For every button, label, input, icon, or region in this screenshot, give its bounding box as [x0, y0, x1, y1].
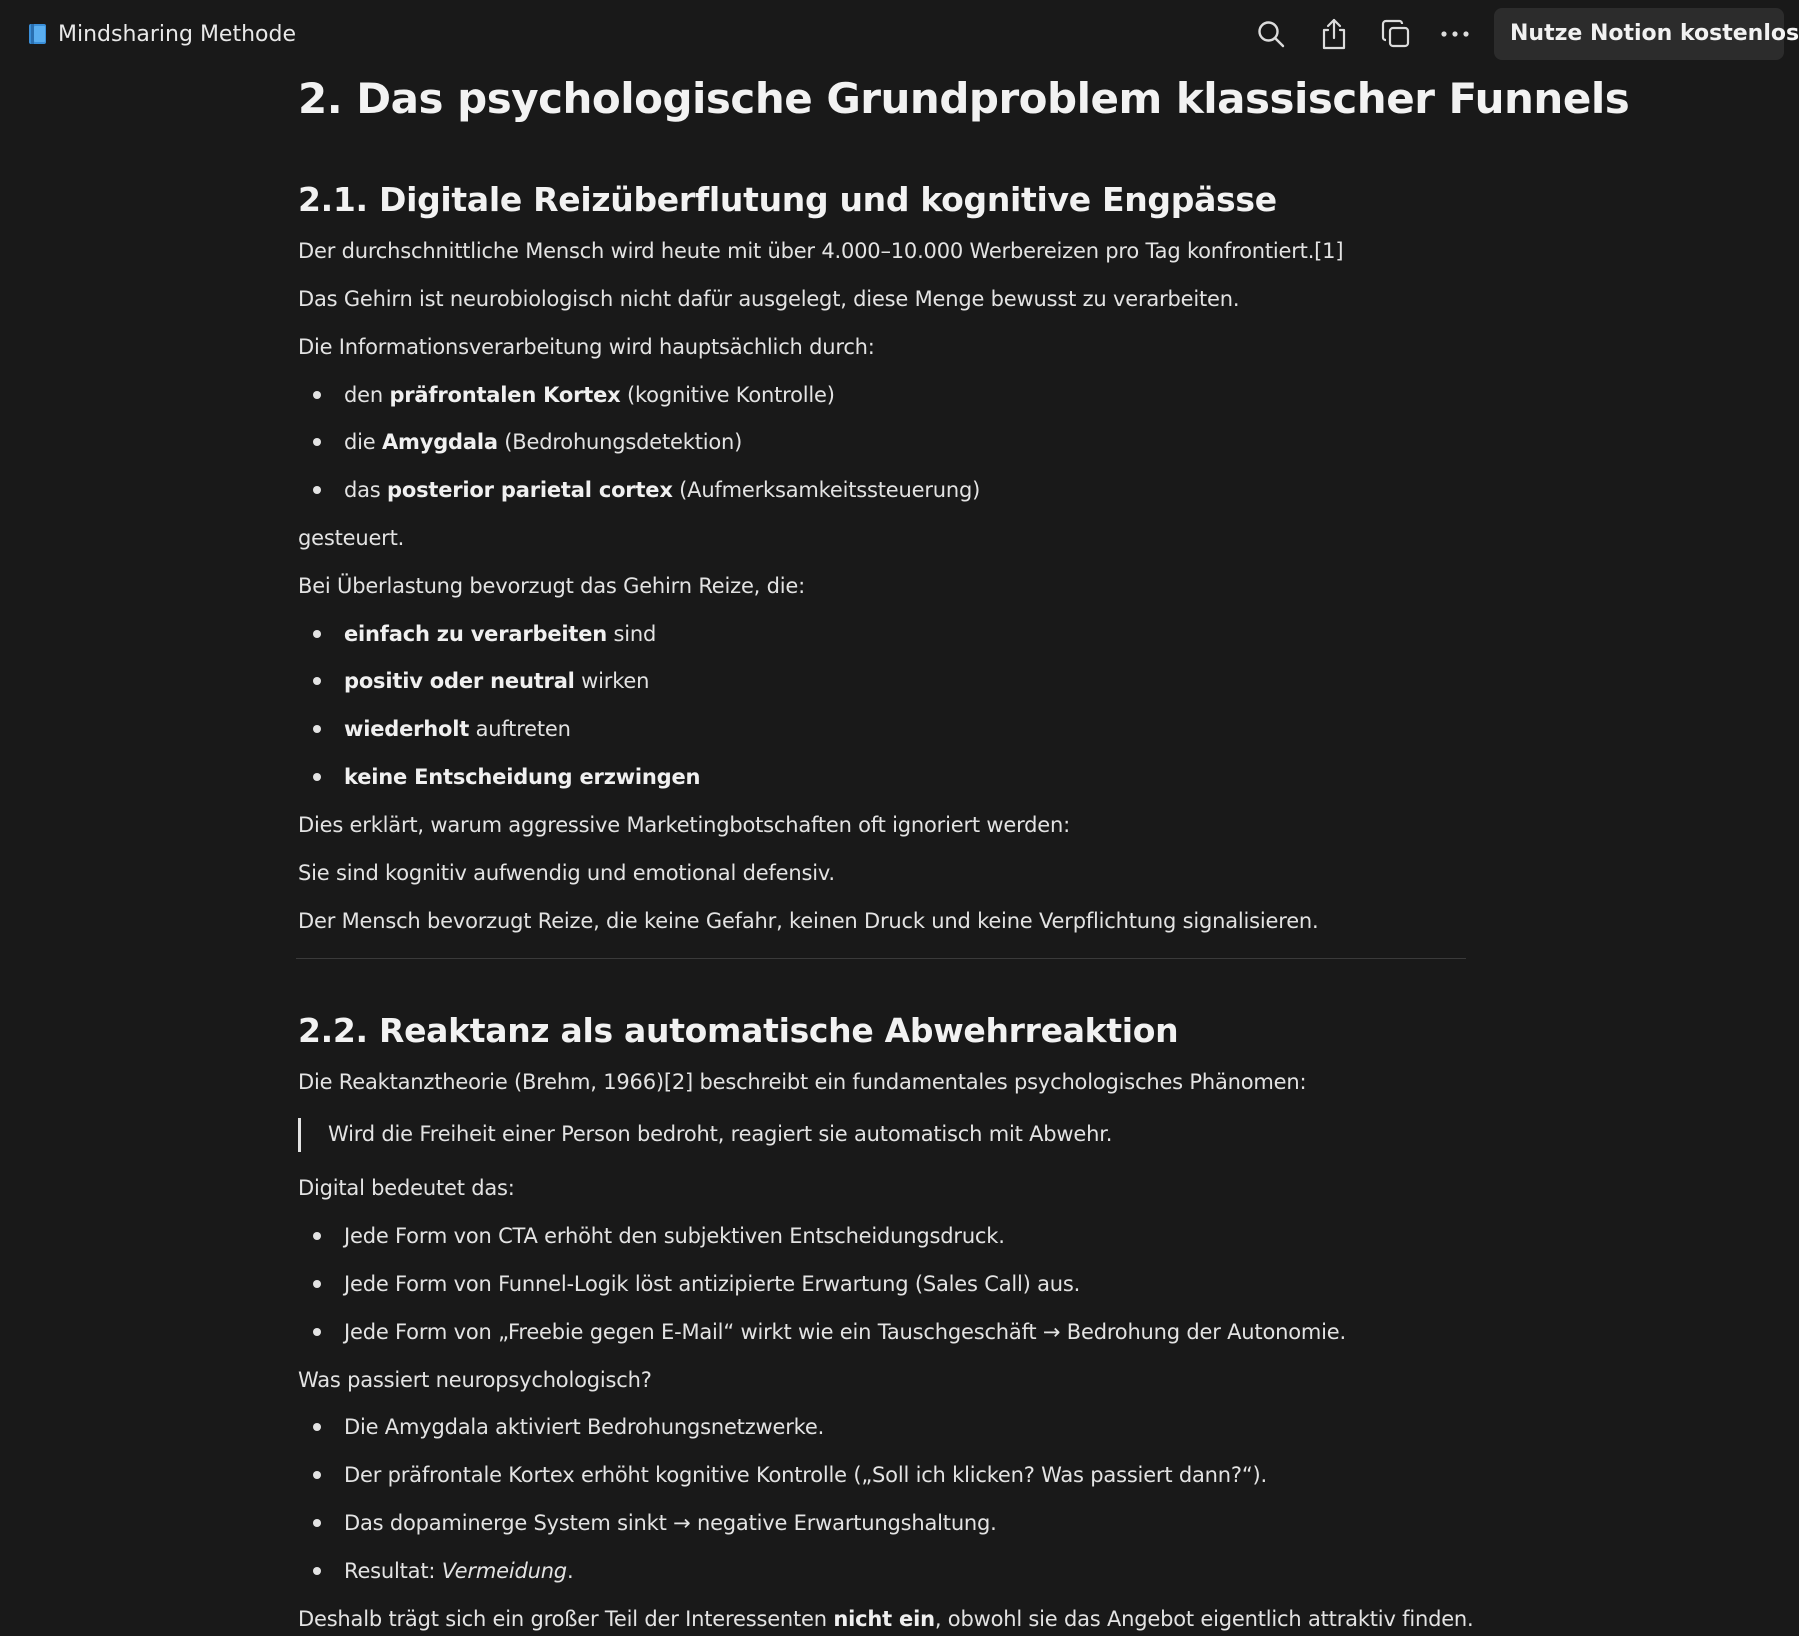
list-item: Jede Form von CTA erhöht den subjektiven Entscheidungsdruck.	[344, 1221, 1005, 1251]
book-icon	[28, 23, 48, 45]
bullet-icon	[313, 677, 321, 685]
try-notion-button[interactable]: Nutze Notion kostenlos	[1494, 8, 1784, 60]
paragraph: Sie sind kognitiv aufwendig und emotional defensiv.	[298, 861, 835, 885]
paragraph: Der durchschnittliche Mensch wird heute mit über 4.000–10.000 Werbereizen pro Tag konfrontiert.[1]	[298, 239, 1344, 263]
paragraph: Digital bedeutet das:	[298, 1176, 515, 1200]
bullet-icon	[313, 1232, 321, 1240]
list-item: den präfrontalen Kortex (kognitive Kontrolle)	[344, 380, 835, 410]
more-icon[interactable]	[1435, 14, 1475, 54]
paragraph: Deshalb trägt sich ein großer Teil der Interessenten nicht ein, obwohl sie das Angebot eigentlich attraktiv finden.	[298, 1607, 1474, 1631]
section-heading-2-2: 2.2. Reaktanz als automatische Abwehrreaktion	[298, 1011, 1179, 1050]
bullet-icon	[313, 391, 321, 399]
list-item: Das dopaminerge System sinkt → negative Erwartungshaltung.	[344, 1508, 997, 1538]
paragraph: Was passiert neuropsychologisch?	[298, 1368, 652, 1392]
list-item: keine Entscheidung erzwingen	[344, 762, 700, 792]
list-item: das posterior parietal cortex (Aufmerksamkeitssteuerung)	[344, 475, 980, 505]
duplicate-icon[interactable]	[1376, 14, 1416, 54]
list-item: Jede Form von „Freebie gegen E-Mail“ wirkt wie ein Tauschgeschäft → Bedrohung der Autonomie.	[344, 1317, 1346, 1347]
bullet-icon	[313, 1423, 321, 1431]
bullet-icon	[313, 630, 321, 638]
search-icon[interactable]	[1251, 14, 1291, 54]
bullet-icon	[313, 1328, 321, 1336]
bullet-icon	[313, 725, 321, 733]
bullet-icon	[313, 1280, 321, 1288]
paragraph: Der Mensch bevorzugt Reize, die keine Gefahr, keinen Druck und keine Verpflichtung signalisieren.	[298, 909, 1319, 933]
paragraph: Bei Überlastung bevorzugt das Gehirn Reize, die:	[298, 574, 805, 598]
list-item: Der präfrontale Kortex erhöht kognitive Kontrolle („Soll ich klicken? Was passiert dann?“).	[344, 1460, 1267, 1490]
paragraph: Dies erklärt, warum aggressive Marketingbotschaften oft ignoriert werden:	[298, 813, 1070, 837]
paragraph: gesteuert.	[298, 526, 405, 550]
section-heading-2-1: 2.1. Digitale Reizüberflutung und kognitive Engpässe	[298, 180, 1277, 219]
page-heading: 2. Das psychologische Grundproblem klassischer Funnels	[298, 74, 1630, 123]
page-title: Mindsharing Methode	[58, 21, 296, 47]
list-item: einfach zu verarbeiten sind	[344, 619, 656, 649]
share-icon[interactable]	[1314, 14, 1354, 54]
list-item: positiv oder neutral wirken	[344, 666, 649, 696]
list-item: die Amygdala (Bedrohungsdetektion)	[344, 427, 742, 457]
breadcrumb[interactable]	[28, 18, 296, 50]
bullet-icon	[313, 773, 321, 781]
top-bar	[0, 0, 1799, 68]
list-item: wiederholt auftreten	[344, 714, 571, 744]
divider	[296, 958, 1466, 959]
paragraph: Die Informationsverarbeitung wird hauptsächlich durch:	[298, 335, 875, 359]
bullet-icon	[313, 1471, 321, 1479]
blockquote: Wird die Freiheit einer Person bedroht, reagiert sie automatisch mit Abwehr.	[298, 1119, 1112, 1149]
list-item: Die Amygdala aktiviert Bedrohungsnetzwerke.	[344, 1412, 824, 1442]
bullet-icon	[313, 1519, 321, 1527]
paragraph: Die Reaktanztheorie (Brehm, 1966)[2] beschreibt ein fundamentales psychologisches Phänomen:	[298, 1070, 1307, 1094]
bullet-icon	[313, 1567, 321, 1575]
list-item: Jede Form von Funnel-Logik löst antizipierte Erwartung (Sales Call) aus.	[344, 1269, 1080, 1299]
bullet-icon	[313, 486, 321, 494]
paragraph: Das Gehirn ist neurobiologisch nicht dafür ausgelegt, diese Menge bewusst zu verarbeiten.	[298, 287, 1240, 311]
list-item: Resultat: Vermeidung.	[344, 1556, 573, 1586]
bullet-icon	[313, 438, 321, 446]
